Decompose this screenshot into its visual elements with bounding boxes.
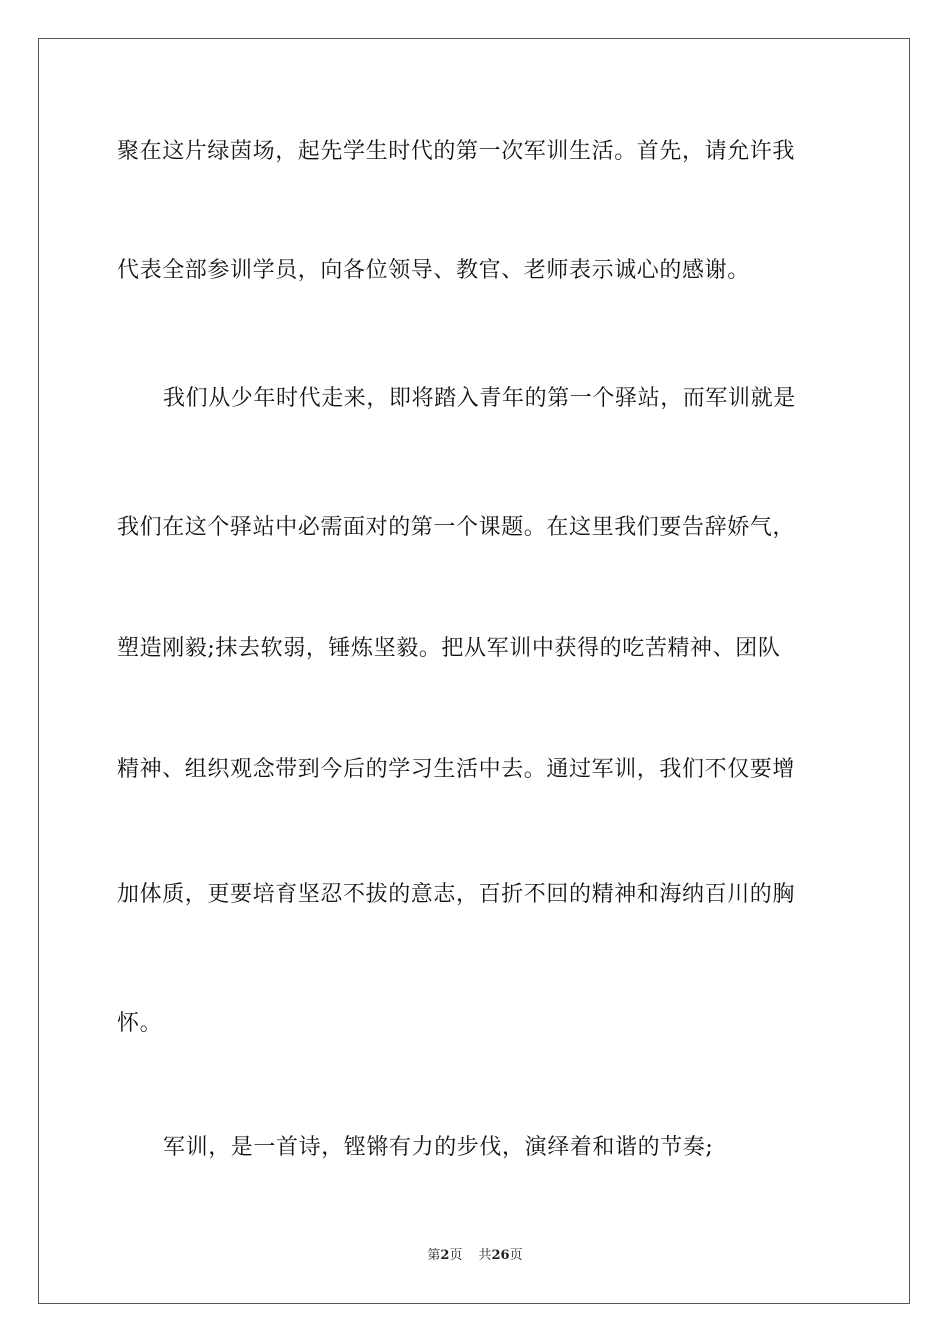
paragraph-line: 代表全部参训学员，向各位领导、教官、老师表示诚心的感谢。 [117,258,750,283]
paragraph-line: 我们在这个驿站中必需面对的第一个课题。在这里我们要告辞娇气， [117,515,796,540]
page-footer [0,1247,950,1265]
paragraph-line: 精神、组织观念带到今后的学习生活中去。通过军训，我们不仅要增 [117,757,796,782]
paragraph-line: 加体质，更要培育坚忍不拔的意志，百折不回的精神和海纳百川的胸 [117,882,796,907]
total-prefix: 共 [478,1248,492,1263]
page-suffix: 页 [449,1248,463,1263]
page-number: 2 [440,1248,450,1263]
page-prefix: 第 [427,1248,441,1263]
paragraph-line: 塑造刚毅;抹去软弱，锤炼坚毅。把从军训中获得的吃苦精神、团队 [117,636,781,661]
page-border [38,38,910,1304]
total-pages: 26 [491,1248,510,1263]
paragraph-line: 军训，是一首诗，铿锵有力的步伐，演绎着和谐的节奏; [163,1135,714,1160]
paragraph-line: 我们从少年时代走来，即将踏入青年的第一个驿站，而军训就是 [163,386,796,411]
paragraph-line: 聚在这片绿茵场，起先学生时代的第一次军训生活。首先，请允许我 [117,139,796,164]
paragraph-line: 怀。 [117,1011,163,1036]
total-suffix: 页 [509,1248,523,1263]
